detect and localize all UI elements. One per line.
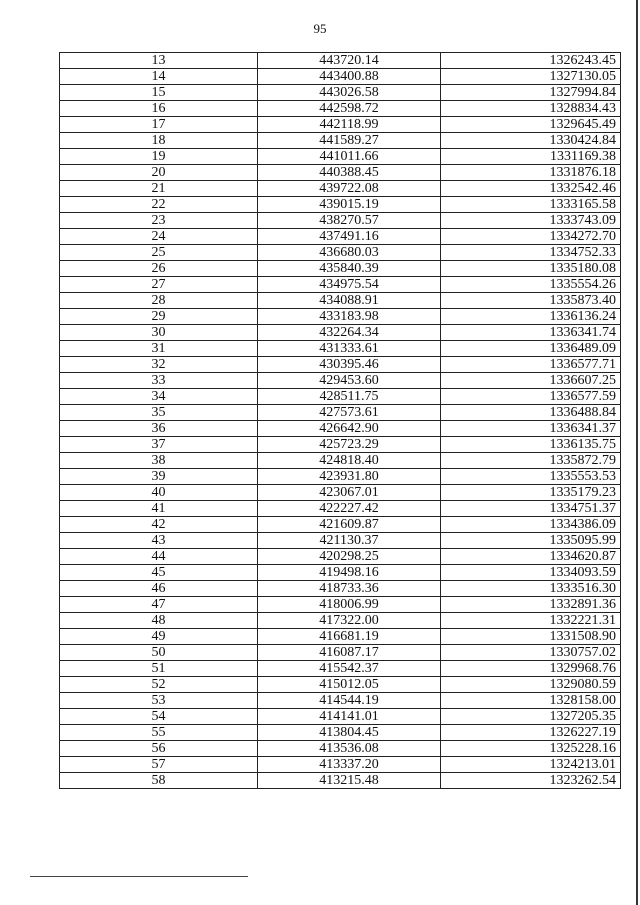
x-coordinate-cell: 426642.90 [258, 421, 441, 437]
table-row [60, 405, 621, 421]
x-coordinate-cell: 417322.00 [258, 613, 441, 629]
point-number-cell: 18 [60, 133, 258, 149]
x-coordinate-cell: 415542.37 [258, 661, 441, 677]
x-coordinate-cell: 443400.88 [258, 69, 441, 85]
y-coordinate-cell: 1331876.18 [441, 165, 621, 181]
x-coordinate-cell: 428511.75 [258, 389, 441, 405]
table-row [60, 181, 621, 197]
x-coordinate-cell: 420298.25 [258, 549, 441, 565]
x-coordinate-cell: 441011.66 [258, 149, 441, 165]
x-coordinate-cell: 433183.98 [258, 309, 441, 325]
table-row [60, 85, 621, 101]
table-row [60, 613, 621, 629]
point-number-cell: 22 [60, 197, 258, 213]
y-coordinate-cell: 1336607.25 [441, 373, 621, 389]
table-row [60, 261, 621, 277]
x-coordinate-cell: 442598.72 [258, 101, 441, 117]
y-coordinate-cell: 1335872.79 [441, 453, 621, 469]
x-coordinate-cell: 440388.45 [258, 165, 441, 181]
table-row [60, 357, 621, 373]
point-number-cell: 16 [60, 101, 258, 117]
y-coordinate-cell: 1336136.24 [441, 309, 621, 325]
page-edge-line [636, 0, 638, 905]
table-row [60, 741, 621, 757]
table-row [60, 293, 621, 309]
table-row [60, 309, 621, 325]
y-coordinate-cell: 1336488.84 [441, 405, 621, 421]
y-coordinate-cell: 1335873.40 [441, 293, 621, 309]
x-coordinate-cell: 432264.34 [258, 325, 441, 341]
x-coordinate-cell: 430395.46 [258, 357, 441, 373]
y-coordinate-cell: 1333165.58 [441, 197, 621, 213]
y-coordinate-cell: 1323262.54 [441, 773, 621, 789]
point-number-cell: 14 [60, 69, 258, 85]
point-number-cell: 55 [60, 725, 258, 741]
point-number-cell: 56 [60, 741, 258, 757]
y-coordinate-cell: 1336577.59 [441, 389, 621, 405]
table-row [60, 389, 621, 405]
table-row [60, 133, 621, 149]
x-coordinate-cell: 434975.54 [258, 277, 441, 293]
x-coordinate-cell: 427573.61 [258, 405, 441, 421]
point-number-cell: 24 [60, 229, 258, 245]
y-coordinate-cell: 1330757.02 [441, 645, 621, 661]
point-number-cell: 45 [60, 565, 258, 581]
point-number-cell: 33 [60, 373, 258, 389]
table-row [60, 725, 621, 741]
y-coordinate-cell: 1324213.01 [441, 757, 621, 773]
table-row [60, 325, 621, 341]
x-coordinate-cell: 425723.29 [258, 437, 441, 453]
y-coordinate-cell: 1336577.71 [441, 357, 621, 373]
x-coordinate-cell: 435840.39 [258, 261, 441, 277]
point-number-cell: 53 [60, 693, 258, 709]
table-row [60, 421, 621, 437]
y-coordinate-cell: 1335095.99 [441, 533, 621, 549]
point-number-cell: 13 [60, 53, 258, 69]
point-number-cell: 32 [60, 357, 258, 373]
table-row [60, 469, 621, 485]
y-coordinate-cell: 1328158.00 [441, 693, 621, 709]
point-number-cell: 19 [60, 149, 258, 165]
x-coordinate-cell: 437491.16 [258, 229, 441, 245]
y-coordinate-cell: 1332891.36 [441, 597, 621, 613]
x-coordinate-cell: 418006.99 [258, 597, 441, 613]
x-coordinate-cell: 415012.05 [258, 677, 441, 693]
table-row [60, 693, 621, 709]
x-coordinate-cell: 423067.01 [258, 485, 441, 501]
y-coordinate-cell: 1336341.74 [441, 325, 621, 341]
table-row [60, 485, 621, 501]
coordinates-table [59, 52, 621, 789]
point-number-cell: 41 [60, 501, 258, 517]
coordinates-table-body [60, 53, 621, 789]
table-row [60, 341, 621, 357]
point-number-cell: 37 [60, 437, 258, 453]
y-coordinate-cell: 1329968.76 [441, 661, 621, 677]
y-coordinate-cell: 1336489.09 [441, 341, 621, 357]
point-number-cell: 30 [60, 325, 258, 341]
point-number-cell: 23 [60, 213, 258, 229]
y-coordinate-cell: 1334751.37 [441, 501, 621, 517]
y-coordinate-cell: 1334752.33 [441, 245, 621, 261]
point-number-cell: 20 [60, 165, 258, 181]
table-row [60, 101, 621, 117]
x-coordinate-cell: 421130.37 [258, 533, 441, 549]
point-number-cell: 17 [60, 117, 258, 133]
x-coordinate-cell: 418733.36 [258, 581, 441, 597]
point-number-cell: 46 [60, 581, 258, 597]
table-row [60, 277, 621, 293]
table-row [60, 149, 621, 165]
point-number-cell: 15 [60, 85, 258, 101]
table-row [60, 661, 621, 677]
x-coordinate-cell: 423931.80 [258, 469, 441, 485]
y-coordinate-cell: 1325228.16 [441, 741, 621, 757]
point-number-cell: 51 [60, 661, 258, 677]
table-row [60, 453, 621, 469]
table-row [60, 229, 621, 245]
table-row [60, 213, 621, 229]
x-coordinate-cell: 436680.03 [258, 245, 441, 261]
table-row [60, 437, 621, 453]
table-row [60, 773, 621, 789]
y-coordinate-cell: 1329080.59 [441, 677, 621, 693]
x-coordinate-cell: 413215.48 [258, 773, 441, 789]
point-number-cell: 26 [60, 261, 258, 277]
table-row [60, 629, 621, 645]
y-coordinate-cell: 1326243.45 [441, 53, 621, 69]
point-number-cell: 49 [60, 629, 258, 645]
x-coordinate-cell: 429453.60 [258, 373, 441, 389]
x-coordinate-cell: 413337.20 [258, 757, 441, 773]
point-number-cell: 28 [60, 293, 258, 309]
y-coordinate-cell: 1334093.59 [441, 565, 621, 581]
point-number-cell: 43 [60, 533, 258, 549]
y-coordinate-cell: 1334620.87 [441, 549, 621, 565]
table-row [60, 117, 621, 133]
point-number-cell: 29 [60, 309, 258, 325]
point-number-cell: 48 [60, 613, 258, 629]
y-coordinate-cell: 1329645.49 [441, 117, 621, 133]
x-coordinate-cell: 438270.57 [258, 213, 441, 229]
x-coordinate-cell: 434088.91 [258, 293, 441, 309]
point-number-cell: 40 [60, 485, 258, 501]
table-row [60, 549, 621, 565]
x-coordinate-cell: 421609.87 [258, 517, 441, 533]
point-number-cell: 35 [60, 405, 258, 421]
y-coordinate-cell: 1330424.84 [441, 133, 621, 149]
point-number-cell: 50 [60, 645, 258, 661]
point-number-cell: 21 [60, 181, 258, 197]
y-coordinate-cell: 1333743.09 [441, 213, 621, 229]
point-number-cell: 54 [60, 709, 258, 725]
y-coordinate-cell: 1335180.08 [441, 261, 621, 277]
y-coordinate-cell: 1331508.90 [441, 629, 621, 645]
point-number-cell: 34 [60, 389, 258, 405]
footnote-divider [30, 876, 248, 877]
y-coordinate-cell: 1328834.43 [441, 101, 621, 117]
y-coordinate-cell: 1327130.05 [441, 69, 621, 85]
table-row [60, 245, 621, 261]
table-row [60, 645, 621, 661]
table-row [60, 517, 621, 533]
page-number: 95 [313, 21, 327, 36]
table-row [60, 373, 621, 389]
point-number-cell: 38 [60, 453, 258, 469]
x-coordinate-cell: 414544.19 [258, 693, 441, 709]
y-coordinate-cell: 1332542.46 [441, 181, 621, 197]
table-row [60, 53, 621, 69]
x-coordinate-cell: 414141.01 [258, 709, 441, 725]
x-coordinate-cell: 413536.08 [258, 741, 441, 757]
point-number-cell: 58 [60, 773, 258, 789]
x-coordinate-cell: 422227.42 [258, 501, 441, 517]
y-coordinate-cell: 1331169.38 [441, 149, 621, 165]
table-row [60, 565, 621, 581]
point-number-cell: 44 [60, 549, 258, 565]
y-coordinate-cell: 1335179.23 [441, 485, 621, 501]
table-row [60, 757, 621, 773]
point-number-cell: 57 [60, 757, 258, 773]
x-coordinate-cell: 431333.61 [258, 341, 441, 357]
x-coordinate-cell: 439722.08 [258, 181, 441, 197]
table-row [60, 597, 621, 613]
table-row [60, 677, 621, 693]
y-coordinate-cell: 1334386.09 [441, 517, 621, 533]
point-number-cell: 52 [60, 677, 258, 693]
table-row [60, 709, 621, 725]
point-number-cell: 31 [60, 341, 258, 357]
x-coordinate-cell: 443720.14 [258, 53, 441, 69]
y-coordinate-cell: 1326227.19 [441, 725, 621, 741]
x-coordinate-cell: 419498.16 [258, 565, 441, 581]
point-number-cell: 39 [60, 469, 258, 485]
point-number-cell: 42 [60, 517, 258, 533]
y-coordinate-cell: 1327994.84 [441, 85, 621, 101]
x-coordinate-cell: 416087.17 [258, 645, 441, 661]
point-number-cell: 47 [60, 597, 258, 613]
x-coordinate-cell: 416681.19 [258, 629, 441, 645]
point-number-cell: 27 [60, 277, 258, 293]
table-row [60, 581, 621, 597]
y-coordinate-cell: 1332221.31 [441, 613, 621, 629]
y-coordinate-cell: 1327205.35 [441, 709, 621, 725]
table-row [60, 165, 621, 181]
x-coordinate-cell: 413804.45 [258, 725, 441, 741]
y-coordinate-cell: 1336341.37 [441, 421, 621, 437]
x-coordinate-cell: 442118.99 [258, 117, 441, 133]
x-coordinate-cell: 443026.58 [258, 85, 441, 101]
x-coordinate-cell: 441589.27 [258, 133, 441, 149]
x-coordinate-cell: 424818.40 [258, 453, 441, 469]
x-coordinate-cell: 439015.19 [258, 197, 441, 213]
table-row [60, 501, 621, 517]
y-coordinate-cell: 1335554.26 [441, 277, 621, 293]
point-number-cell: 25 [60, 245, 258, 261]
y-coordinate-cell: 1335553.53 [441, 469, 621, 485]
y-coordinate-cell: 1333516.30 [441, 581, 621, 597]
y-coordinate-cell: 1336135.75 [441, 437, 621, 453]
table-row [60, 69, 621, 85]
table-row [60, 197, 621, 213]
point-number-cell: 36 [60, 421, 258, 437]
y-coordinate-cell: 1334272.70 [441, 229, 621, 245]
table-row [60, 533, 621, 549]
